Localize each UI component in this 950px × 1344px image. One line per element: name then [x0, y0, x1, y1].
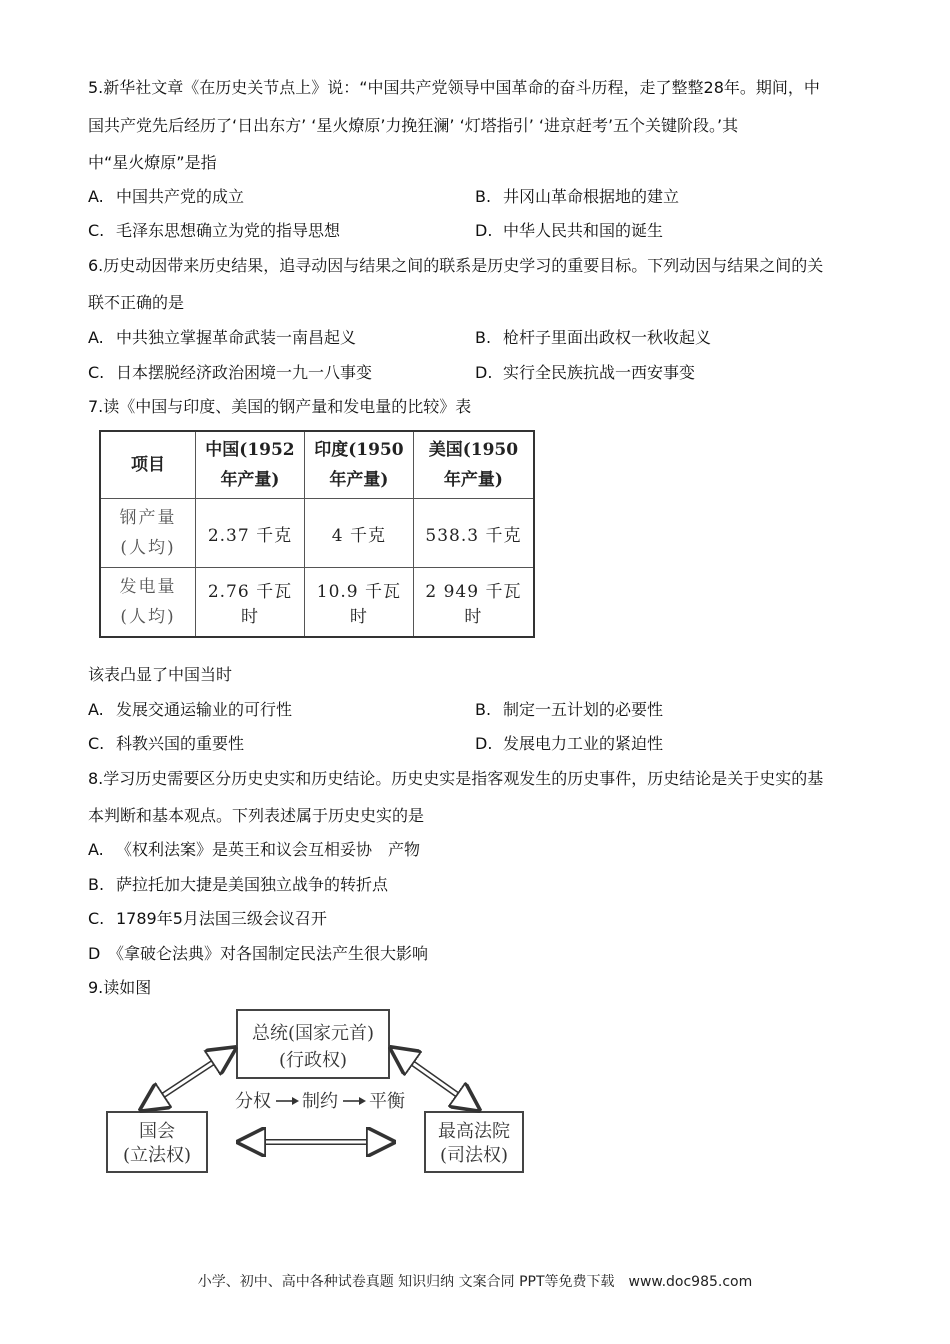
q7-option-b: B. 制定一五计划的必要性	[475, 700, 664, 719]
q7-option-a: A. 发展交通运输业的可行性	[88, 700, 293, 719]
q5-option-c: C. 毛泽东思想确立为党的指导思想	[88, 221, 341, 240]
center-flow	[235, 1091, 405, 1112]
q6-option-d: D. 实行全民族抗战一西安事变	[475, 363, 696, 382]
q7-follow-up: 该表凸显了中国当时	[88, 665, 233, 684]
q6-stem-line2: 联不正确的是	[88, 293, 185, 312]
q6-option-a: A. 中共独立掌握革命武装一南昌起义	[88, 328, 357, 347]
arrow-executive-legislative	[144, 1050, 232, 1108]
judicial-box	[425, 1112, 523, 1172]
legislative-box	[107, 1112, 207, 1172]
flow-arrowhead-1	[292, 1097, 299, 1105]
executive-box-subtitle: (行政权)	[278, 1050, 348, 1071]
q5-stem-line3: 中“星火燎原”是指	[88, 153, 217, 172]
table-cell: 2.76 千瓦时	[196, 568, 305, 638]
table-header-usa: 美国(1950 年产量)	[413, 431, 534, 499]
q8-option-a: A. 《权利法案》是英王和议会互相妥协 产物	[88, 840, 421, 859]
q9-stem-line1: 9.读如图	[88, 978, 152, 997]
q8-option-c: C. 1789年5月法国三级会议召开	[88, 909, 327, 928]
judicial-box-title: 最高法院	[438, 1121, 510, 1142]
table-cell: 4 千克	[304, 499, 413, 568]
q7-stem-line1: 7.读《中国与印度、美国的钢产量和发电量的比较》表	[88, 397, 472, 416]
table-row-label-power: 发电量 (人均)	[100, 568, 196, 638]
q5-option-a: A. 中国共产党的成立	[88, 187, 245, 206]
executive-box	[237, 1010, 389, 1078]
legislative-box-title: 国会	[139, 1121, 175, 1142]
executive-box-title: 总统(国家元首)	[251, 1023, 375, 1044]
center-label-checks: 制约	[302, 1091, 338, 1112]
separation-of-powers-diagram	[100, 1008, 540, 1178]
q8-option-b: B. 萨拉托加大捷是美国独立战争的转折点	[88, 875, 389, 894]
q5-option-d: D. 中华人民共和国的诞生	[475, 221, 664, 240]
q8-stem-line1: 8.学习历史需要区分历史史实和历史结论。历史史实是指客观发生的历史事件，历史结论是关于史实的基	[88, 769, 824, 788]
table-header-row	[100, 431, 534, 499]
steel-power-comparison-table	[99, 430, 535, 638]
q6-option-b: B. 枪杆子里面出政权一秋收起义	[475, 328, 712, 347]
q5-option-b: B. 井冈山革命根据地的建立	[475, 187, 680, 206]
table-cell: 538.3 千克	[413, 499, 534, 568]
table-cell: 2.37 千克	[196, 499, 305, 568]
q8-stem-line2: 本判断和基本观点。下列表述属于历史史实的是	[88, 806, 425, 825]
table-header-item: 项目	[100, 431, 196, 499]
table-header-china: 中国(1952 年产量)	[196, 431, 305, 499]
flow-arrowhead-2	[359, 1097, 366, 1105]
q8-option-d: D 《拿破仑法典》对各国制定民法产生很大影响	[88, 944, 429, 963]
q5-stem-line2: 国共产党先后经历了‘日出东方’ ‘星火燎原’力挽狂澜’ ‘灯塔指引’ ‘进京赶考’五个关键阶段。’其	[88, 116, 739, 135]
page-footer: 小学、初中、高中各种试卷真题 知识归纳 文案合同 PPT等免费下载 www.doc985.com	[197, 1274, 753, 1290]
table-row-label-steel: 钢产量 (人均)	[100, 499, 196, 568]
q5-stem-line1: 5.新华社文章《在历史关节点上》说：“中国共产党领导中国革命的奋斗历程，走了整整28年。期间，中	[88, 78, 820, 97]
center-label-separation: 分权	[235, 1091, 271, 1112]
q6-option-c: C. 日本摆脱经济政治困境一九一八事变	[88, 363, 373, 382]
center-label-balance: 平衡	[369, 1091, 405, 1112]
table-row	[100, 568, 534, 638]
arrow-executive-judicial	[394, 1050, 476, 1108]
q7-option-d: D. 发展电力工业的紧迫性	[475, 734, 664, 753]
q6-stem-line1: 6.历史动因带来历史结果，追寻动因与结果之间的联系是历史学习的重要目标。下列动因与结果之间的关	[88, 256, 824, 275]
table-cell: 2 949 千瓦时	[413, 568, 534, 638]
legislative-box-subtitle: (立法权)	[122, 1145, 192, 1166]
table-row	[100, 499, 534, 568]
judicial-box-subtitle: (司法权)	[439, 1145, 509, 1166]
q7-option-c: C. 科教兴国的重要性	[88, 734, 245, 753]
table-cell: 10.9 千瓦时	[304, 568, 413, 638]
table-header-india: 印度(1950 年产量)	[304, 431, 413, 499]
